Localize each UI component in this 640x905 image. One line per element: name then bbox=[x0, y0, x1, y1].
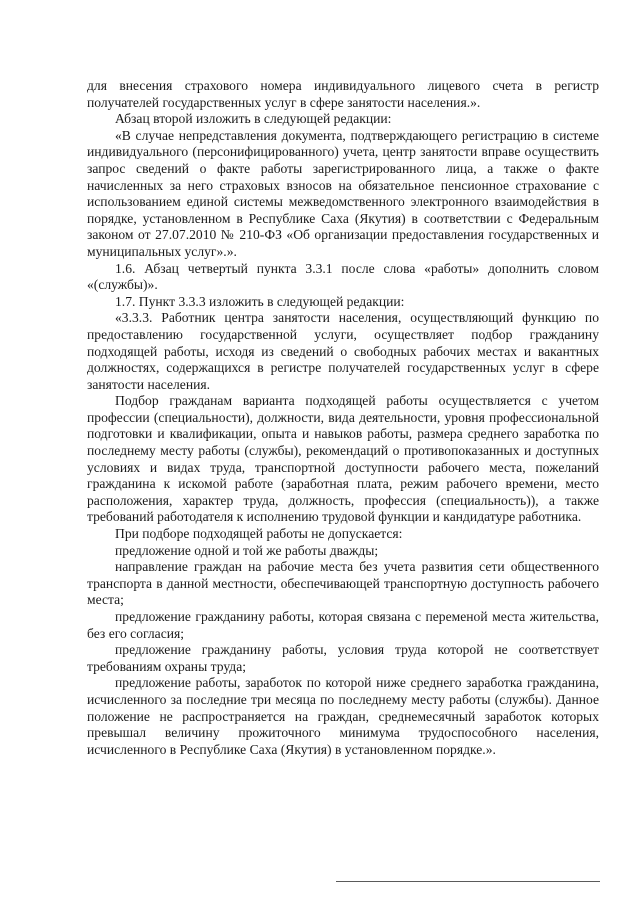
paragraph-item-1-7: 1.7. Пункт 3.3.3 изложить в следующей редакции: bbox=[115, 293, 405, 309]
paragraph-item-1-6: 1.6. Абзац четвертый пункта 3.3.1 после слова «работы» дополнить словом «(службы)». bbox=[87, 260, 599, 293]
list-item-same-job-twice: предложение одной и той же работы дважды; bbox=[115, 542, 379, 558]
paragraph-job-selection-criteria: Подбор гражданам варианта подходящей работы осуществляется с учетом профессии (специальности), должности, вида деятельности, уровня профессиональной подготовки и квалификации, опыта и навыков работы, размера среднего заработка по последнему месту работы (службы), рекомендаций о противопоказанных и доступных условиях и видах труда, транспортной доступности рабочего места, пожеланий гражданина к искомой работе (заработная плата, режим рабочего времени, место расположения, характер труда, должность, профессия (специальность)), а также требований работодателя к исполнению трудовой функции и кандидатуре работника. bbox=[87, 393, 599, 525]
paragraph-clause-3-3-3: «3.3.3. Работник центра занятости населения, осуществляющий функцию по предоставлению государственной услуги, осуществляет подбор гражданину подходящей работы, исходя из сведений о свободных рабочих местах и вакантных должностях, содержащихся в регистре получателей государственных услуг в сфере занятости населения. bbox=[87, 310, 599, 392]
paragraph-nonsubmission-request: «В случае непредставления документа, подтверждающего регистрацию в системе индивидуального (персонифицированного) учета, центр занятости вправе осуществить запрос сведений о факте работы зарегистрированного лица, а также о факте начисленных за него страховых взносов на обязательное пенсионное страхование с использованием единой системы межведомственного электронного взаимодействия в порядке, установленном в Республике Саха (Якутия) в соответствии с Федеральным законом от 27.07.2010 № 210-ФЗ «Об организации предоставления государственных и муниципальных услуг».». bbox=[87, 127, 599, 259]
list-item-lower-earnings: предложение работы, заработок по которой ниже среднего заработка гражданина, исчисленного за последние три месяца по последнему месту работы (службы). Данное положение не распространяется на граждан, среднемесячный заработок которых превышал величину прожиточного минимума трудоспособного населения, исчисленного в Республике Саха (Якутия) в установленном порядке.». bbox=[87, 675, 599, 757]
document-body bbox=[87, 78, 599, 758]
list-item-transport-access: направление граждан на рабочие места без учета развития сети общественного транспорта в данной местности, обеспечивающей транспортную доступность рабочего места; bbox=[87, 559, 599, 608]
list-item-relocation: предложение гражданину работы, которая связана с переменой места жительства, без его согласия; bbox=[87, 609, 599, 641]
footer-divider bbox=[336, 881, 600, 882]
paragraph-second-amendment-intro: Абзац второй изложить в следующей редакции: bbox=[115, 111, 392, 127]
paragraph-registry-continuation: для внесения страхового номера индивидуального лицевого счета в регистр получателей государственных услуг в сфере занятости населения.». bbox=[87, 78, 599, 110]
list-item-labor-safety: предложение гражданину работы, условия труда которой не соответствует требованиям охраны труда; bbox=[87, 642, 599, 674]
paragraph-not-allowed-intro: При подборе подходящей работы не допускается: bbox=[115, 526, 403, 542]
